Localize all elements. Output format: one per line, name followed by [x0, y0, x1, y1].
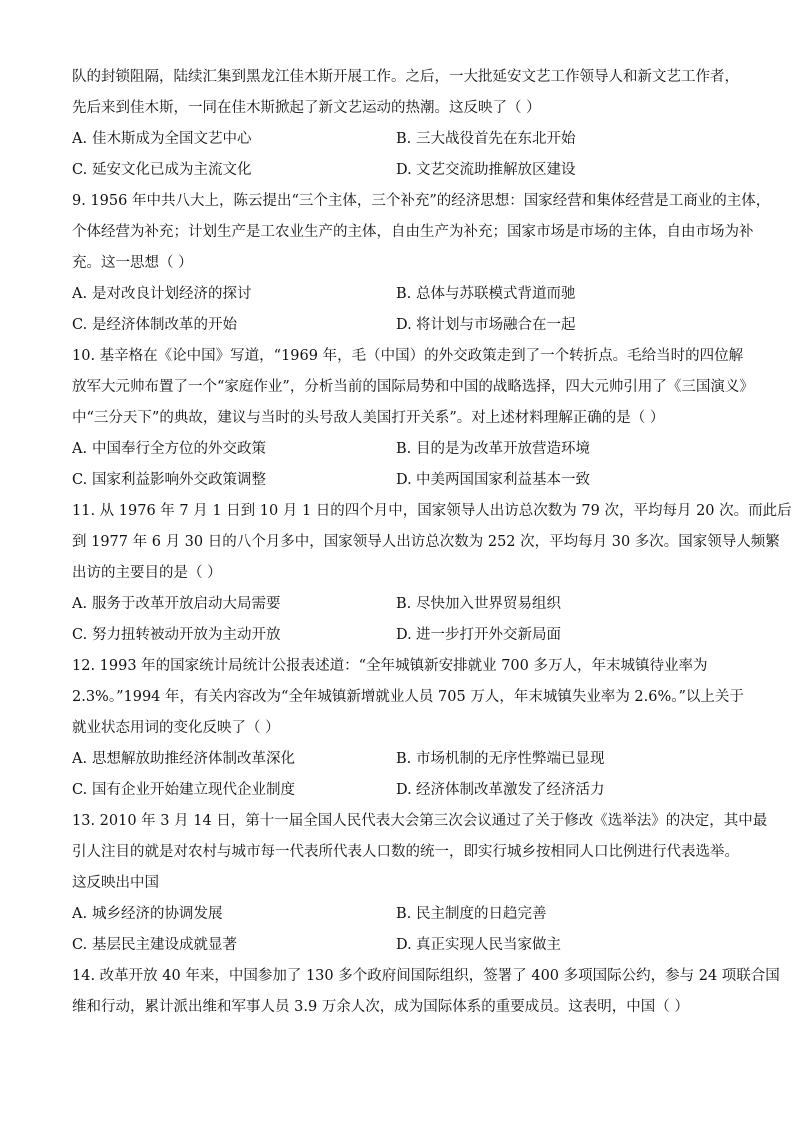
stem-line: 13. 2010 年 3 月 14 日，第十一届全国人民代表大会第三次会议通过了关于修改《选举法》的决定，其中最 — [72, 813, 768, 829]
stem-line: 放军大元帅布置了一个“家庭作业”，分析当前的国际局势和中国的战略选择，四大元帅引用了《三国演义》 — [72, 379, 754, 395]
stem-line: 先后来到佳木斯，一同在佳木斯掀起了新文艺运动的热潮。这反映了（ ） — [72, 100, 541, 116]
option-a[interactable]: A. 中国奉行全方位的外交政策 — [72, 441, 266, 457]
stem-line: 维和行动，累计派出维和军事人员 3.9 万余人次，成为国际体系的重要成员。这表明，中国（ ） — [72, 999, 689, 1015]
stem-line: 充。这一思想（ ） — [72, 255, 193, 271]
question-9-options — [72, 279, 732, 341]
question-8 — [72, 62, 739, 186]
option-a[interactable]: A. 佳木斯成为全国文艺中心 — [72, 131, 252, 147]
question-14-stem — [72, 961, 780, 1023]
stem-line: 10. 基辛格在《论中国》写道，“1969 年，毛（中国）的外交政策走到了一个转折点。毛给当时的四位解 — [72, 348, 744, 364]
question-8-stem — [72, 62, 739, 124]
question-11-options — [72, 589, 732, 651]
question-13-stem — [72, 806, 768, 899]
option-c[interactable]: C. 延安文化已成为主流文化 — [72, 162, 252, 178]
option-c[interactable]: C. 是经济体制改革的开始 — [72, 317, 237, 333]
option-a[interactable]: A. 城乡经济的协调发展 — [72, 906, 223, 922]
option-d[interactable]: D. 中美两国国家利益基本一致 — [396, 472, 590, 488]
question-10-stem — [72, 341, 754, 434]
stem-line: 11. 从 1976 年 7 月 1 日到 10 月 1 日的四个月中，国家领导人出访总次数为 79 次，平均每月 20 次。而此后 — [72, 503, 792, 519]
option-b[interactable]: B. 三大战役首先在东北开始 — [396, 131, 576, 147]
stem-line: 队的封锁阻隔，陆续汇集到黑龙江佳木斯开展工作。之后，一大批延安文艺工作领导人和新文艺工作者， — [72, 69, 739, 85]
question-8-options — [72, 124, 732, 186]
option-d[interactable]: D. 进一步打开外交新局面 — [396, 627, 561, 643]
exam-page — [72, 62, 792, 1023]
option-a[interactable]: A. 是对改良计划经济的探讨 — [72, 286, 252, 302]
stem-line: 到 1977 年 6 月 30 日的八个月多中，国家领导人出访总次数为 252 次，平均每月 30 多次。国家领导人频繁 — [72, 534, 780, 550]
question-12-options — [72, 744, 732, 806]
option-c[interactable]: C. 基层民主建设成就显著 — [72, 937, 237, 953]
option-d[interactable]: D. 真正实现人民当家做主 — [396, 937, 561, 953]
option-c[interactable]: C. 国家利益影响外交政策调整 — [72, 472, 266, 488]
question-11 — [72, 496, 792, 651]
stem-line: 就业状态用词的变化反映了（ ） — [72, 720, 280, 736]
question-11-stem — [72, 496, 792, 589]
option-a[interactable]: A. 思想解放助推经济体制改革深化 — [72, 751, 295, 767]
option-b[interactable]: B. 目的是为改革开放营造环境 — [396, 441, 590, 457]
question-10 — [72, 341, 754, 496]
question-12 — [72, 651, 744, 806]
stem-line: 9. 1956 年中共八大上，陈云提出“三个主体，三个补充”的经济思想：国家经营和集体经营是工商业的主体， — [72, 193, 771, 209]
question-12-stem — [72, 651, 744, 744]
stem-line: 出访的主要目的是（ ） — [72, 565, 222, 581]
option-d[interactable]: D. 将计划与市场融合在一起 — [396, 317, 576, 333]
option-c[interactable]: C. 努力扭转被动开放为主动开放 — [72, 627, 281, 643]
option-b[interactable]: B. 总体与苏联模式背道而驰 — [396, 286, 576, 302]
stem-line: 这反映出中国 — [72, 875, 159, 891]
question-9-stem — [72, 186, 771, 279]
stem-line: 14. 改革开放 40 年来，中国参加了 130 多个政府间国际组织，签署了 400 多项国际公约，参与 24 项联合国 — [72, 968, 780, 984]
option-b[interactable]: B. 市场机制的无序性弊端已显现 — [396, 751, 605, 767]
question-10-options — [72, 434, 732, 496]
stem-line: 个体经营为补充；计划生产是工农业生产的主体，自由生产为补充；国家市场是市场的主体，自由市场为补 — [72, 224, 754, 240]
question-9 — [72, 186, 771, 341]
option-d[interactable]: D. 经济体制改革激发了经济活力 — [396, 782, 605, 798]
stem-line: 中“三分天下”的典故，建议与当时的头号敌人美国打开关系”。对上述材料理解正确的是（ ） — [72, 410, 665, 426]
stem-line: 引人注目的就是对农村与城市每一代表所代表人口数的统一，即实行城乡按相同人口比例进行代表选举。 — [72, 844, 739, 860]
option-b[interactable]: B. 尽快加入世界贸易组织 — [396, 596, 561, 612]
stem-line: 2.3%。”1994 年，有关内容改为“全年城镇新增就业人员 705 万人，年末城镇失业率为 2.6%。”以上关于 — [72, 689, 744, 705]
option-c[interactable]: C. 国有企业开始建立现代企业制度 — [72, 782, 295, 798]
option-d[interactable]: D. 文艺交流助推解放区建设 — [396, 162, 576, 178]
question-14 — [72, 961, 780, 1023]
question-13-options — [72, 899, 732, 961]
option-b[interactable]: B. 民主制度的日趋完善 — [396, 906, 547, 922]
question-13 — [72, 806, 768, 961]
stem-line: 12. 1993 年的国家统计局统计公报表述道：“全年城镇新安排就业 700 多万人，年末城镇待业率为 — [72, 658, 708, 674]
option-a[interactable]: A. 服务于改革开放启动大局需要 — [72, 596, 281, 612]
